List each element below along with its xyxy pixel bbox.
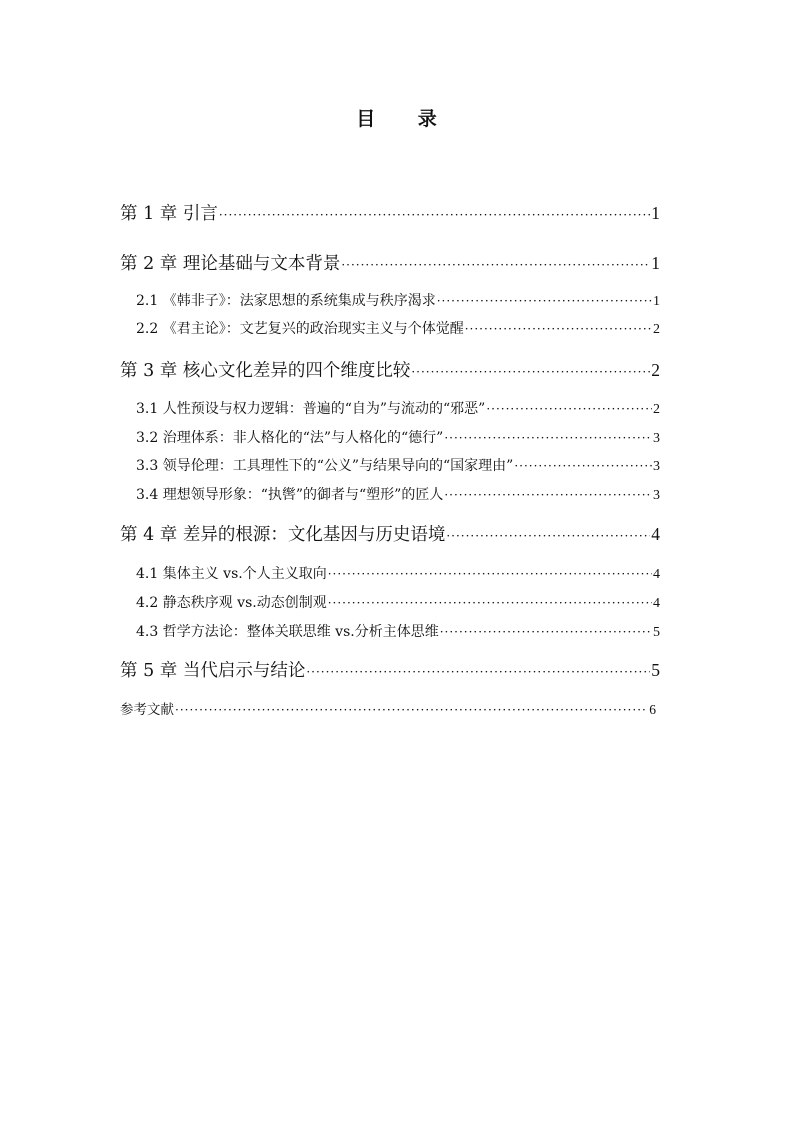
dot-leader (175, 703, 648, 717)
dot-leader (328, 567, 652, 581)
toc-entry-label: 4.2 静态秩序观 vs.动态创制观 (136, 595, 327, 611)
toc-entry-page-number: 3 (653, 431, 660, 446)
toc-entry-label: 第 1 章 引言 (120, 204, 218, 224)
toc-entry-label: 3.1 人性预设与权力逻辑：普遍的“自为”与流动的“邪恶” (136, 401, 486, 417)
toc-entry-section[interactable] (136, 563, 660, 583)
toc-entry-chapter[interactable] (120, 521, 660, 546)
toc-entry-label: 第 3 章 核心文化差异的四个维度比较 (120, 361, 411, 381)
dot-leader (437, 294, 652, 308)
toc-entry-page-number: 3 (653, 488, 660, 503)
toc-entry-page-number: 3 (653, 459, 660, 474)
dot-leader (444, 488, 652, 502)
toc-entry-section[interactable] (136, 592, 660, 612)
toc-entry-page-number: 1 (651, 253, 660, 273)
toc-entry-label: 2.1 《韩非子》：法家思想的系统集成与秩序渴求 (136, 293, 436, 309)
dot-leader (306, 665, 650, 679)
toc-entry-label: 3.2 治理体系：非人格化的“法”与人格化的“德行” (136, 430, 444, 446)
dot-leader (219, 208, 650, 222)
toc-entry-chapter[interactable] (120, 250, 660, 275)
toc-entry-page-number: 2 (653, 322, 660, 337)
toc-entry-page-number: 5 (653, 625, 660, 640)
dot-leader (328, 596, 652, 610)
toc-entry-label: 第 4 章 差异的根源：文化基因与历史语境 (120, 525, 446, 545)
toc-entry-refs[interactable] (120, 698, 656, 718)
dot-leader (444, 431, 652, 445)
toc-entry-section[interactable] (136, 455, 660, 475)
dot-leader (465, 322, 652, 336)
toc-entry-label: 参考文献 (120, 702, 174, 718)
toc-entry-label: 2.2 《君主论》：文艺复兴的政治现实主义与个体觉醒 (136, 321, 464, 337)
toc-entry-page-number: 1 (653, 294, 660, 309)
dot-leader (446, 529, 650, 543)
toc-entry-section[interactable] (136, 318, 660, 338)
dot-leader (486, 402, 652, 416)
toc-entry-page-number: 1 (651, 203, 660, 223)
toc-entry-section[interactable] (136, 621, 660, 641)
toc-entry-label: 第 5 章 当代启示与结论 (120, 661, 306, 681)
toc-entry-page-number: 4 (651, 524, 660, 544)
dot-leader (440, 625, 652, 639)
toc-entry-section[interactable] (136, 290, 660, 310)
toc-entry-page-number: 2 (651, 360, 660, 380)
dot-leader (411, 365, 650, 379)
toc-entry-section[interactable] (136, 427, 660, 447)
dot-leader (514, 459, 652, 473)
toc-entry-label: 4.1 集体主义 vs.个人主义取向 (136, 566, 327, 582)
toc-entry-page-number: 4 (653, 596, 660, 611)
toc-entry-label: 4.3 哲学方法论：整体关联思维 vs.分析主体思维 (136, 624, 439, 640)
toc-entry-chapter[interactable] (120, 357, 660, 382)
toc-entry-page-number: 5 (651, 660, 660, 680)
toc-entry-section[interactable] (136, 484, 660, 504)
toc-entry-page-number: 4 (653, 567, 660, 582)
toc-entry-label: 第 2 章 理论基础与文本背景 (120, 254, 341, 274)
toc-entry-chapter[interactable] (120, 657, 660, 682)
toc-entry-chapter[interactable] (120, 200, 660, 225)
toc-title: 目 录 (356, 108, 455, 130)
toc-entry-section[interactable] (136, 398, 660, 418)
toc-entry-label: 3.3 领导伦理：工具理性下的“公义”与结果导向的“国家理由” (136, 458, 514, 474)
toc-entry-page-number: 2 (653, 402, 660, 417)
dot-leader (341, 258, 650, 272)
toc-entry-page-number: 6 (649, 702, 656, 717)
toc-entry-label: 3.4 理想领导形象：“执辔”的御者与“塑形”的匠人 (136, 487, 444, 503)
